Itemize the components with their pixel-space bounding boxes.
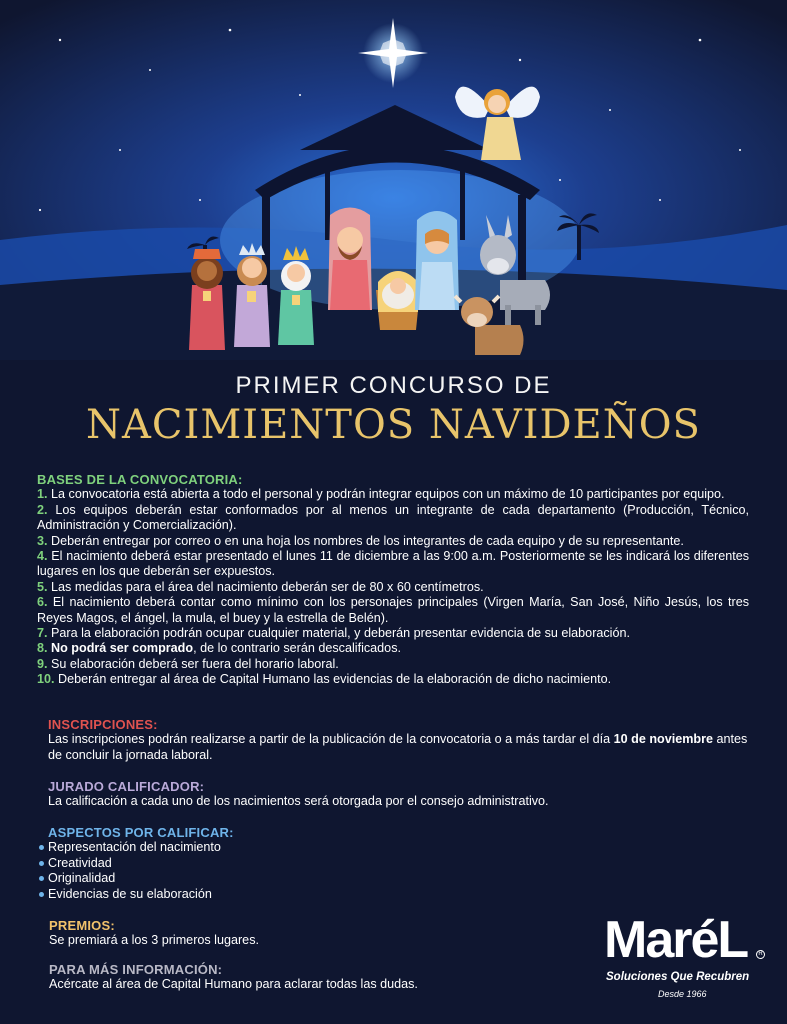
inscripciones-text-end: antes de concluir la jornada laboral. (48, 732, 748, 762)
rule-item (37, 534, 749, 549)
rule-item (37, 549, 749, 580)
rule-number: 5. (37, 579, 48, 594)
list-item: Creatividad (38, 856, 438, 871)
rule-text: La convocatoria está abierta a todo el personal y podrán integrar equipos con un máximo de 10 participantes por equipo. (51, 487, 725, 502)
logo-since: Desde 1966 (658, 989, 707, 999)
jurado-section (48, 779, 748, 810)
rule-number: 3. (37, 533, 48, 548)
rule-number: 4. (37, 549, 48, 564)
aspectos-heading: ASPECTOS POR CALIFICAR: (48, 825, 234, 840)
logo-tagline: Soluciones Que Recubren (606, 971, 750, 983)
bases-section (37, 472, 749, 688)
info-text: Acércate al área de Capital Humano para aclarar todas las dudas. (49, 977, 418, 992)
rule-emphasis: No podrá ser comprado (51, 641, 194, 656)
rule-text: El nacimiento deberá estar presentado el lunes 11 de diciembre a las 9:00 a.m. Posteriormente se les indicará los diferentes lugares en los que deberán ser expuestos. (37, 549, 749, 579)
jurado-heading: JURADO CALIFICADOR: (48, 779, 205, 794)
rule-number: 1. (37, 487, 48, 502)
marel-logo (600, 910, 770, 1005)
rule-item (37, 641, 749, 656)
inscripciones-text (48, 732, 748, 763)
rule-text: Deberán entregar al área de Capital Humano las evidencias de la elaboración de dicho nacimiento. (58, 672, 612, 687)
premios-heading: PREMIOS: (49, 918, 115, 933)
joseph-icon (328, 208, 372, 311)
aspectos-list (38, 840, 438, 902)
rule-text: Las medidas para el área del nacimiento deberán ser de 80 x 60 centímetros. (51, 579, 484, 594)
rule-text: Su elaboración deberá ser fuera del horario laboral. (51, 656, 339, 671)
list-item: Originalidad (38, 871, 438, 886)
rule-number: 8. (37, 641, 48, 656)
mary-icon (415, 211, 459, 310)
rule-number: 2. (37, 502, 48, 517)
rule-item (37, 626, 749, 641)
rule-text: Para la elaboración podrán ocupar cualquier material, y deberán presentar evidencia de su elaboración. (51, 626, 630, 641)
page-subtitle: PRIMER CONCURSO DE (235, 372, 552, 399)
info-section (49, 962, 589, 993)
rule-text: El nacimiento deberá contar como mínimo con los personajes principales (Virgen María, San José, Niño Jesús, los tres Reyes Magos, el ángel, la mula, el buey y la estrella de Belén). (37, 595, 749, 625)
nativity-illustration (0, 0, 787, 360)
list-item: Evidencias de su elaboración (38, 887, 438, 902)
rule-item (37, 487, 749, 502)
rule-number: 9. (37, 656, 48, 671)
logo-wordmark: MaréL (604, 911, 748, 969)
rule-item (37, 672, 749, 687)
inscripciones-text-start: Las inscripciones podrán realizarse a partir de la publicación de la convocatoria o a más tardar el día (48, 732, 614, 747)
jurado-text: La calificación a cada uno de los nacimientos será otorgada por el consejo administrativo. (48, 794, 549, 809)
wise-man-icon (189, 249, 225, 350)
inscripciones-heading: INSCRIPCIONES: (48, 717, 158, 732)
rule-item (37, 595, 749, 626)
page-title: NACIMIENTOS NAVIDEÑOS (86, 402, 701, 448)
rule-number: 10. (37, 672, 55, 687)
premios-text: Se premiará a los 3 primeros lugares. (49, 933, 259, 948)
bases-heading: BASES DE LA CONVOCATORIA: (37, 472, 243, 487)
rule-text: Deberán entregar por correo o en una hoja los nombres de los integrantes de cada equipo y de su representante. (51, 533, 684, 548)
premios-section (49, 918, 549, 949)
baby-jesus-icon (376, 271, 420, 330)
rule-text: , de lo contrario serán descalificados. (193, 641, 401, 656)
rule-item (37, 657, 749, 672)
registered-mark-icon: R (756, 950, 765, 959)
rule-number: 6. (37, 595, 48, 610)
rule-item (37, 503, 749, 534)
rules-list (37, 487, 749, 687)
aspectos-section (38, 825, 438, 902)
inscripciones-deadline: 10 de noviembre (613, 732, 714, 747)
info-heading: PARA MÁS INFORMACIÓN: (49, 962, 223, 977)
rule-text: Los equipos deberán estar conformados por al menos un integrante de cada departamento (Producción, Técnico, Administración y Comercialización). (37, 502, 749, 533)
rule-item (37, 580, 749, 595)
list-item: Representación del nacimiento (38, 840, 438, 855)
inscripciones-section (48, 717, 748, 763)
rule-number: 7. (37, 626, 48, 641)
